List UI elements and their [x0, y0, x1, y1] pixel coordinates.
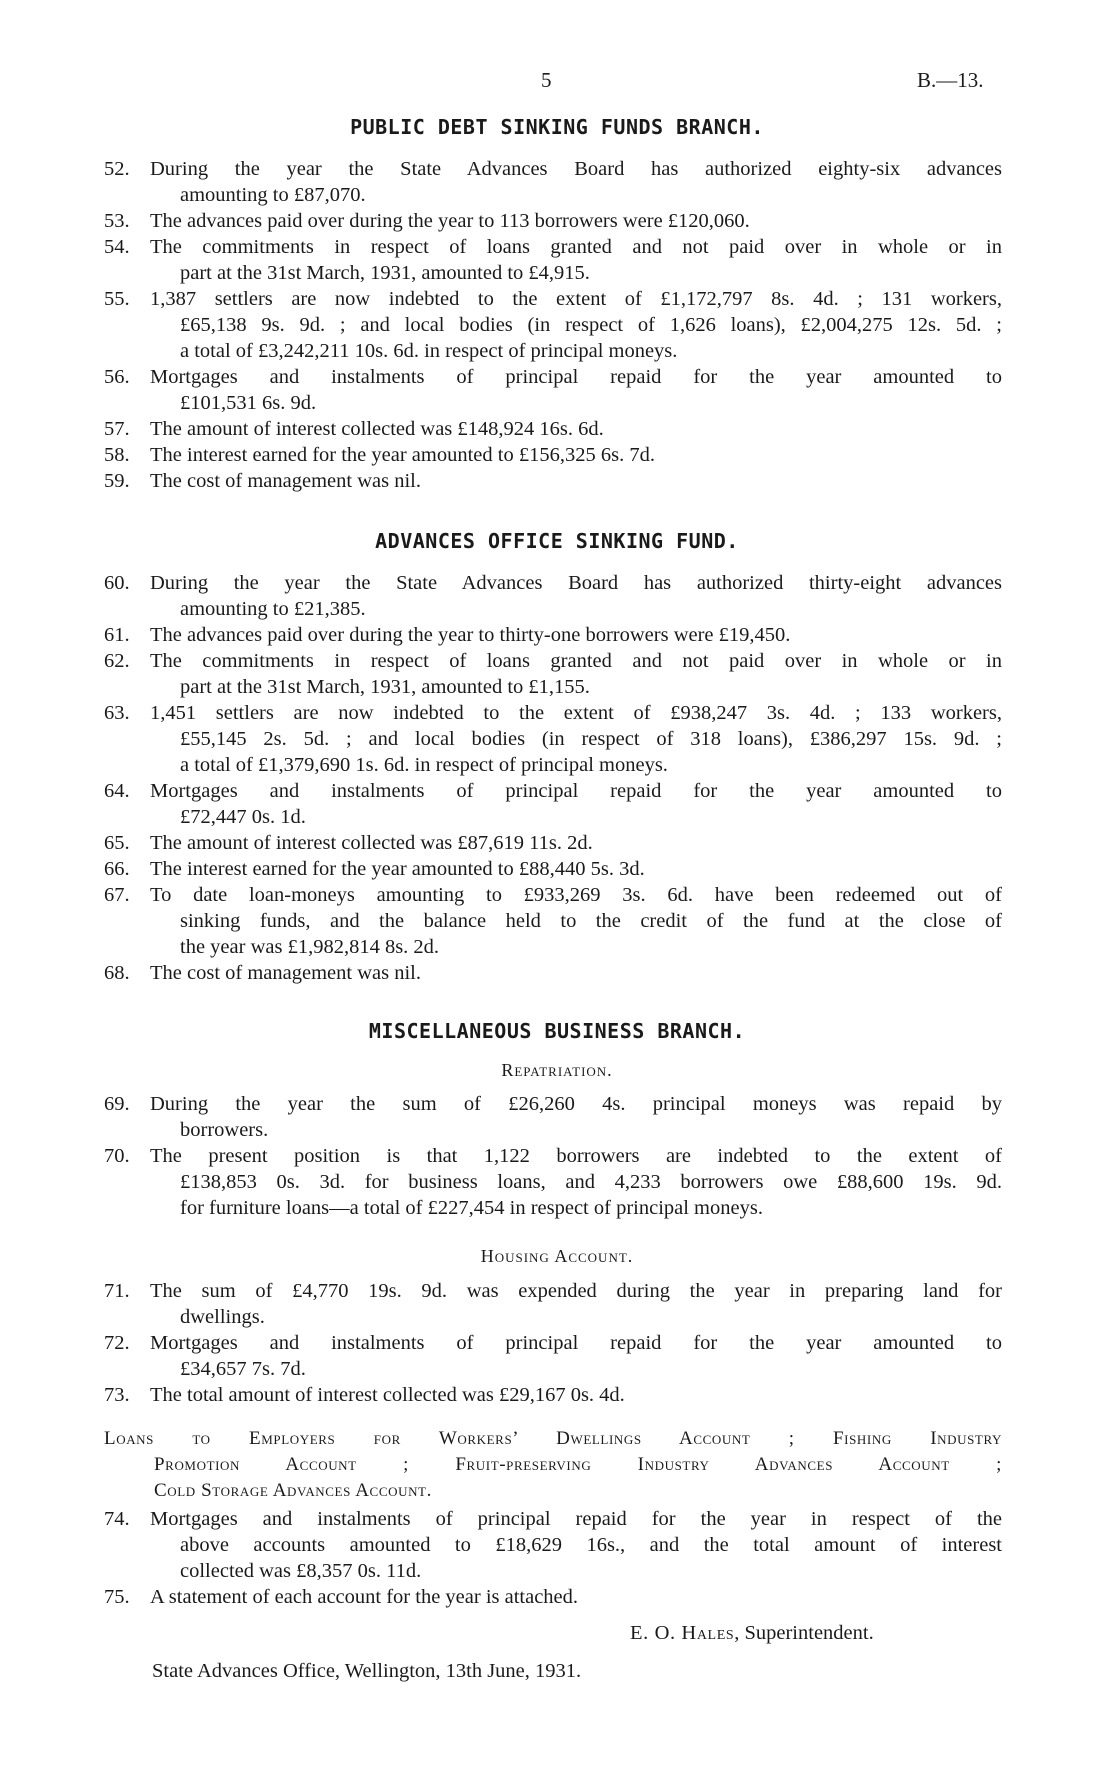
paragraph-number: 72.	[104, 1332, 130, 1354]
paragraph-number: 69.	[104, 1093, 130, 1115]
paragraph-number: 64.	[104, 780, 130, 802]
paragraph-text: £138,853 0s. 3d. for business loans, and 4,233 borrowers owe £88,600 19s. 9d.	[180, 1171, 1002, 1193]
numbered-paragraph	[104, 468, 1002, 494]
paragraph-number: 73.	[104, 1384, 130, 1406]
loans-heading-line: Cold Storage Advances Account.	[154, 1480, 432, 1501]
paragraph-text: The present position is that 1,122 borrowers are indebted to the extent of	[150, 1145, 1002, 1167]
paragraph-text: The total amount of interest collected was £29,167 0s. 4d.	[150, 1384, 625, 1406]
paragraph-text: Mortgages and instalments of principal repaid for the year in respect of the	[150, 1508, 1002, 1530]
numbered-paragraph	[104, 286, 1002, 364]
place-and-date: State Advances Office, Wellington, 13th June, 1931.	[152, 1660, 582, 1682]
paragraph-number: 70.	[104, 1145, 130, 1167]
paragraph-text: The cost of management was nil.	[150, 962, 421, 984]
paragraph-text: part at the 31st March, 1931, amounted to £4,915.	[180, 262, 590, 284]
paragraph-text: The amount of interest collected was £148,924 16s. 6d.	[150, 418, 604, 440]
numbered-paragraph	[104, 960, 1002, 986]
subheading-housing-account: Housing Account.	[480, 1246, 634, 1266]
page-number: 5	[541, 68, 552, 92]
numbered-paragraph	[104, 1330, 1002, 1382]
paragraph-number: 62.	[104, 650, 130, 672]
paragraph-text: The advances paid over during the year to thirty-one borrowers were £19,450.	[150, 624, 791, 646]
section-heading-miscellaneous: MISCELLANEOUS BUSINESS BRANCH.	[368, 1019, 746, 1043]
paragraph-text: £34,657 7s. 7d.	[180, 1358, 306, 1380]
paragraph-number: 75.	[104, 1586, 130, 1608]
numbered-paragraph	[104, 234, 1002, 286]
numbered-paragraph	[104, 208, 1002, 234]
paragraph-text: £65,138 9s. 9d. ; and local bodies (in respect of 1,626 loans), £2,004,275 12s. 5d. ;	[180, 314, 1002, 336]
paragraph-text: To date loan-moneys amounting to £933,269 3s. 6d. have been redeemed out of	[150, 884, 1002, 906]
section-heading-public-debt: PUBLIC DEBT SINKING FUNDS BRANCH.	[350, 115, 764, 139]
paragraph-text: The cost of management was nil.	[150, 470, 421, 492]
numbered-paragraph	[104, 830, 1002, 856]
numbered-paragraph	[104, 1091, 1002, 1143]
loans-heading-line: Loans to Employers for Workers’ Dwellings Account ; Fishing Industry	[104, 1428, 1002, 1449]
section-heading-advances-office: ADVANCES OFFICE SINKING FUND.	[375, 529, 739, 553]
paragraph-text: Mortgages and instalments of principal repaid for the year amounted to	[150, 366, 1002, 388]
numbered-paragraph	[104, 648, 1002, 700]
paragraph-text: The commitments in respect of loans granted and not paid over in whole or in	[150, 236, 1002, 258]
paragraph-text: The interest earned for the year amounted to £88,440 5s. 3d.	[150, 858, 645, 880]
paragraph-text: part at the 31st March, 1931, amounted to £1,155.	[180, 676, 590, 698]
paragraph-text: The interest earned for the year amounted to £156,325 6s. 7d.	[150, 444, 655, 466]
paragraph-text: for furniture loans—a total of £227,454 in respect of principal moneys.	[180, 1197, 763, 1219]
paragraph-number: 56.	[104, 366, 130, 388]
paragraph-number: 68.	[104, 962, 130, 984]
paragraph-text: The commitments in respect of loans granted and not paid over in whole or in	[150, 650, 1002, 672]
paragraph-text: £101,531 6s. 9d.	[180, 392, 317, 414]
numbered-paragraph	[104, 1382, 1002, 1408]
subheading-repatriation: Repatriation.	[501, 1060, 613, 1080]
paragraph-text: During the year the State Advances Board has authorized eighty-six advances	[150, 158, 1002, 180]
numbered-paragraph	[104, 156, 1002, 208]
paragraph-number: 65.	[104, 832, 130, 854]
paragraph-text: dwellings.	[180, 1306, 265, 1328]
paragraph-text: 1,387 settlers are now indebted to the extent of £1,172,797 8s. 4d. ; 131 workers,	[150, 288, 1002, 310]
numbered-paragraph	[104, 856, 1002, 882]
document-reference: B.—13.	[917, 68, 984, 92]
paragraph-text: borrowers.	[180, 1119, 269, 1141]
paragraph-number: 67.	[104, 884, 130, 906]
numbered-paragraph	[104, 622, 1002, 648]
paragraph-text: The sum of £4,770 19s. 9d. was expended during the year in preparing land for	[150, 1280, 1002, 1302]
paragraph-text: During the year the sum of £26,260 4s. principal moneys was repaid by	[150, 1093, 1002, 1115]
paragraph-number: 60.	[104, 572, 130, 594]
signatory-name: E. O. Hales	[630, 1622, 735, 1644]
paragraph-text: During the year the State Advances Board has authorized thirty-eight advances	[150, 572, 1002, 594]
numbered-paragraph	[104, 364, 1002, 416]
paragraph-text: the year was £1,982,814 8s. 2d.	[180, 936, 440, 958]
paragraph-number: 61.	[104, 624, 130, 646]
paragraph-text: A statement of each account for the year is attached.	[150, 1586, 579, 1608]
numbered-paragraph	[104, 1584, 1002, 1610]
paragraph-text: Mortgages and instalments of principal repaid for the year amounted to	[150, 1332, 1002, 1354]
numbered-paragraph	[104, 1506, 1002, 1584]
paragraph-text: £72,447 0s. 1d.	[180, 806, 306, 828]
paragraph-text: a total of £3,242,211 10s. 6d. in respect of principal moneys.	[180, 340, 678, 362]
paragraph-text: amounting to £21,385.	[180, 598, 366, 620]
numbered-paragraph	[104, 1278, 1002, 1330]
paragraph-text: above accounts amounted to £18,629 16s., and the total amount of interest	[180, 1534, 1002, 1556]
paragraph-text: amounting to £87,070.	[180, 184, 366, 206]
loans-heading-line: Promotion Account ; Fruit-preserving Industry Advances Account ;	[154, 1454, 1002, 1475]
paragraph-text: The amount of interest collected was £87,619 11s. 2d.	[150, 832, 593, 854]
paragraph-number: 55.	[104, 288, 130, 310]
numbered-paragraph	[104, 442, 1002, 468]
paragraph-text: collected was £8,357 0s. 11d.	[180, 1560, 422, 1582]
numbered-paragraph	[104, 778, 1002, 830]
numbered-paragraph	[104, 570, 1002, 622]
signature	[630, 1622, 874, 1645]
loans-accounts-heading	[104, 1426, 1002, 1504]
paragraph-number: 54.	[104, 236, 130, 258]
numbered-paragraph	[104, 882, 1002, 960]
paragraph-number: 63.	[104, 702, 130, 724]
paragraph-text: £55,145 2s. 5d. ; and local bodies (in respect of 318 loans), £386,297 15s. 9d. ;	[180, 728, 1002, 750]
numbered-paragraph	[104, 416, 1002, 442]
numbered-paragraph	[104, 1143, 1002, 1221]
paragraph-text: 1,451 settlers are now indebted to the extent of £938,247 3s. 4d. ; 133 workers,	[150, 702, 1002, 724]
paragraph-number: 57.	[104, 418, 130, 440]
paragraph-number: 59.	[104, 470, 130, 492]
paragraph-number: 74.	[104, 1508, 130, 1530]
numbered-paragraph	[104, 700, 1002, 778]
paragraph-number: 66.	[104, 858, 130, 880]
paragraph-number: 52.	[104, 158, 130, 180]
paragraph-text: sinking funds, and the balance held to the credit of the fund at the close of	[180, 910, 1002, 932]
paragraph-number: 58.	[104, 444, 130, 466]
paragraph-number: 53.	[104, 210, 130, 232]
paragraph-text: Mortgages and instalments of principal repaid for the year amounted to	[150, 780, 1002, 802]
paragraph-number: 71.	[104, 1280, 130, 1302]
signatory-title: , Superintendent.	[734, 1622, 874, 1644]
paragraph-text: The advances paid over during the year to 113 borrowers were £120,060.	[150, 210, 750, 232]
paragraph-text: a total of £1,379,690 1s. 6d. in respect of principal moneys.	[180, 754, 668, 776]
